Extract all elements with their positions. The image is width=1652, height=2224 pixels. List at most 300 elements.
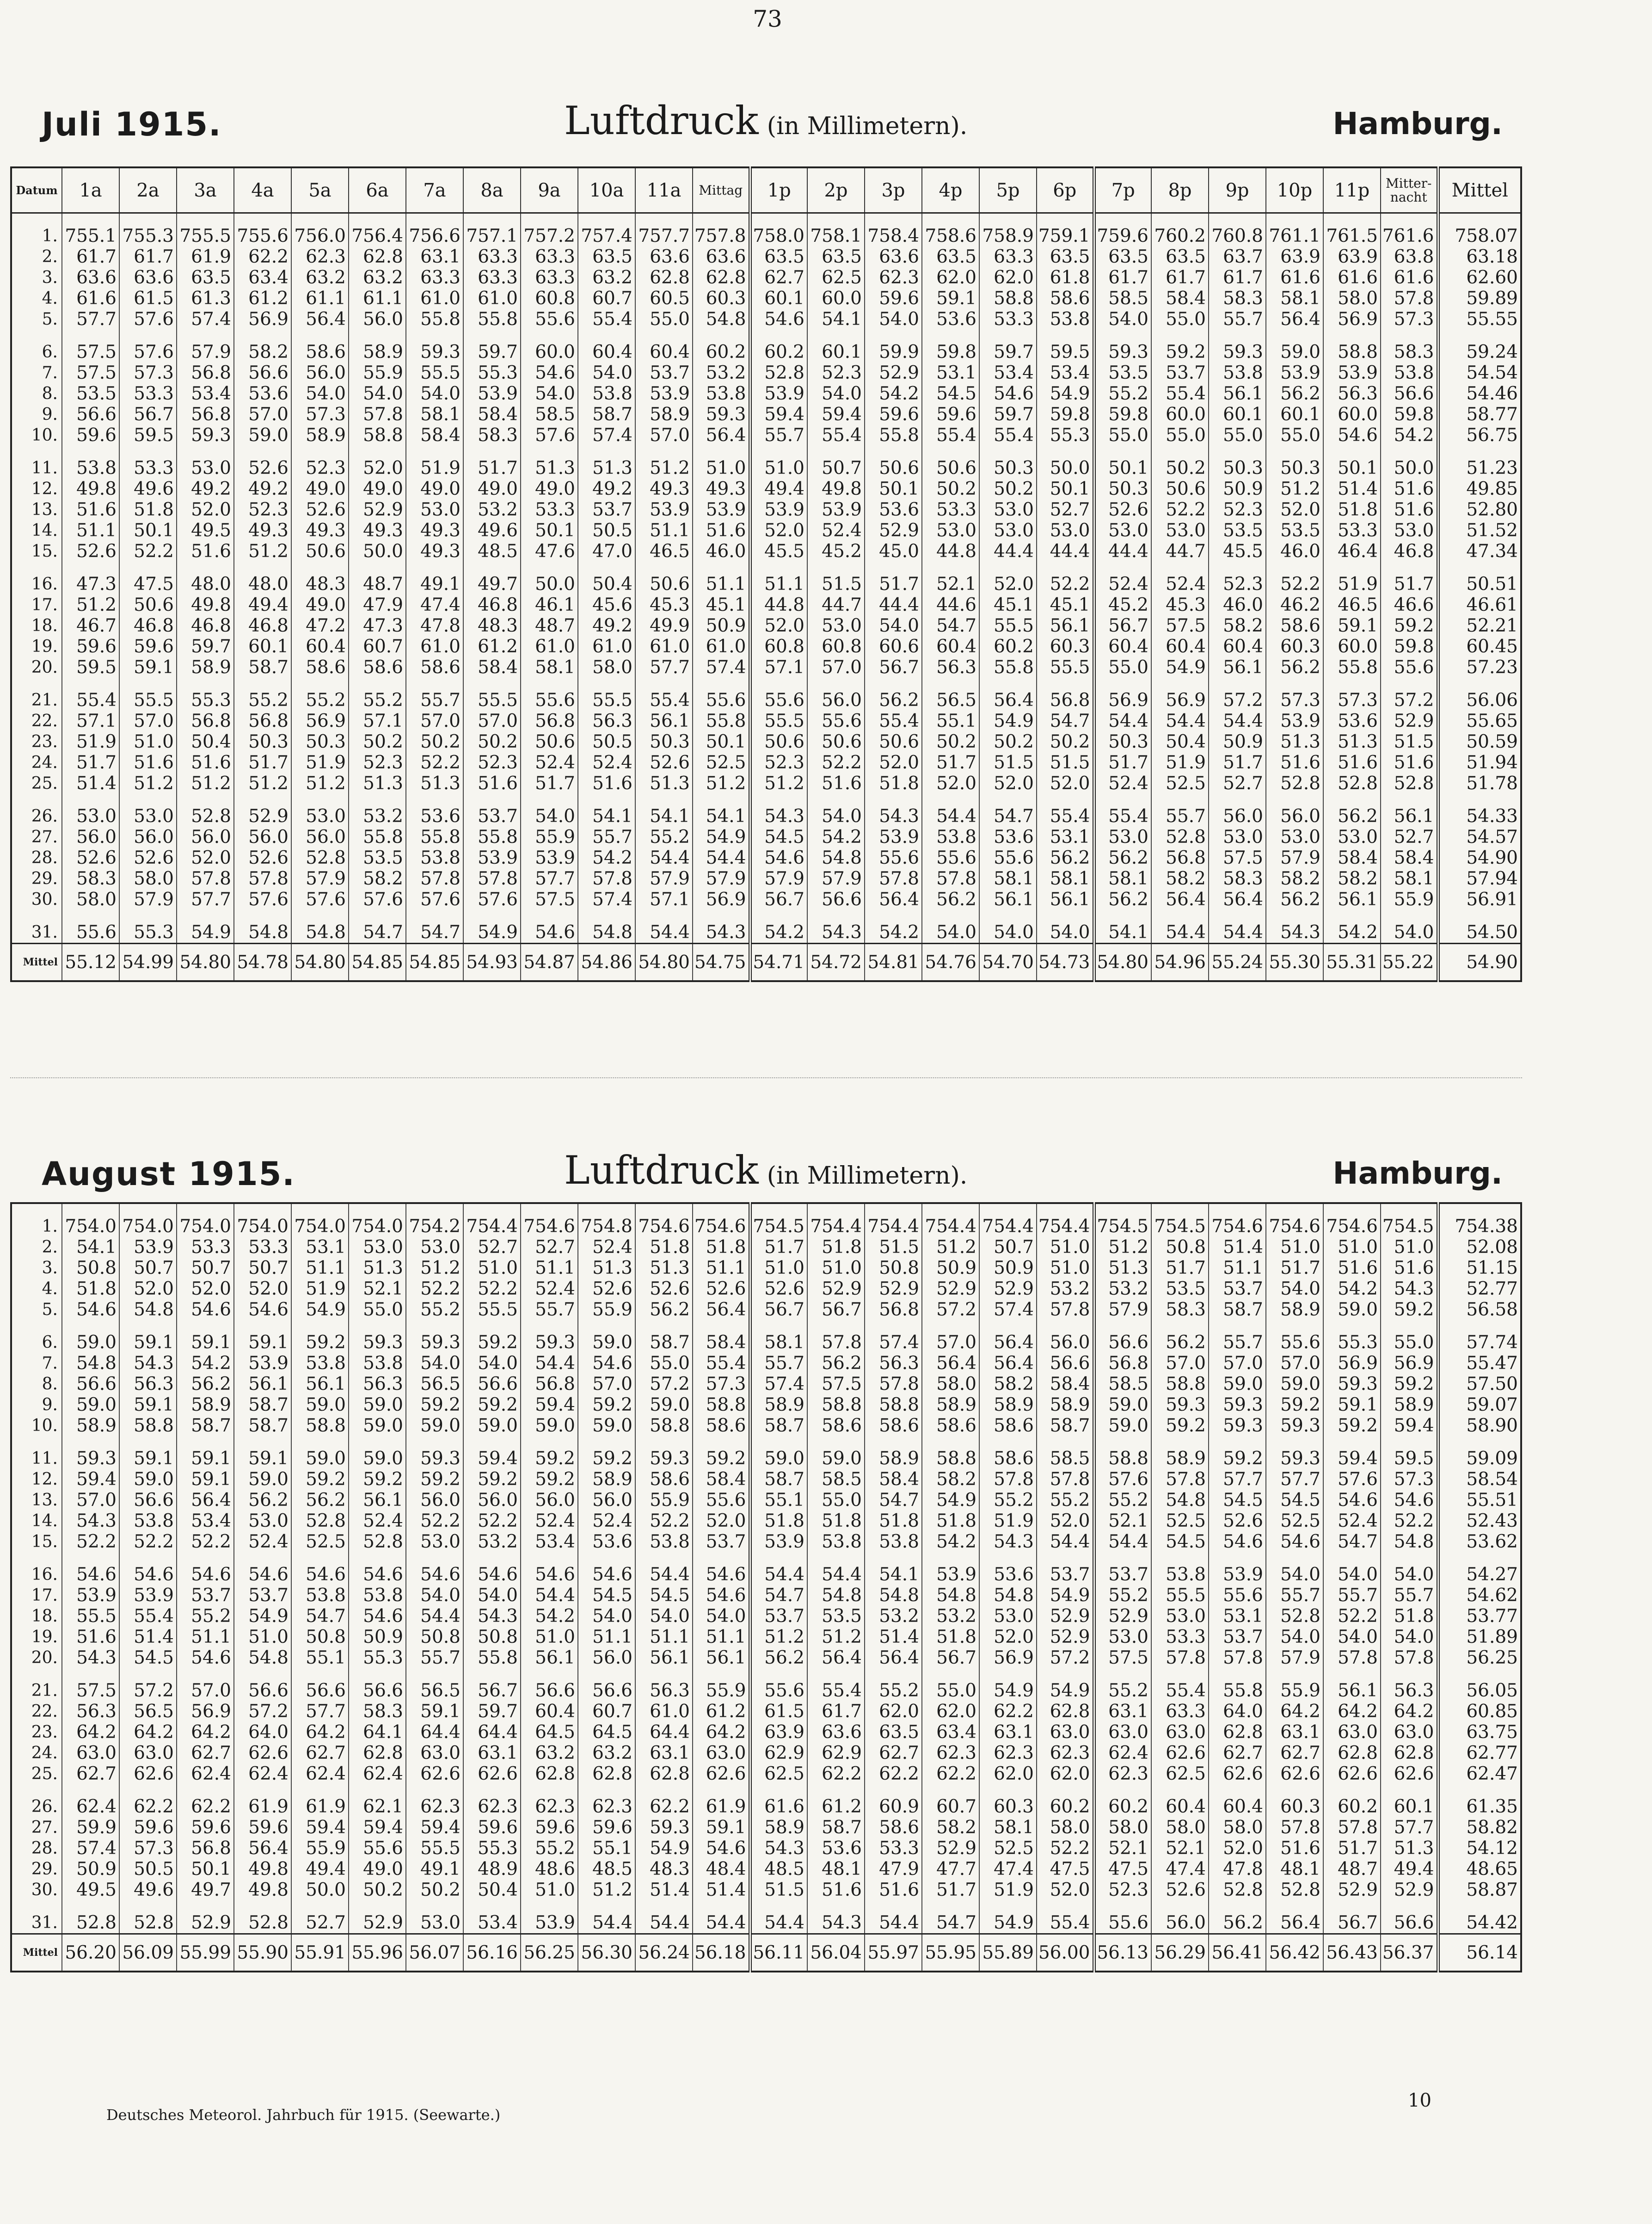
value-cell: 52.6 <box>578 1278 635 1299</box>
value-cell: 52.6 <box>62 848 119 868</box>
value-cell: 50.9 <box>693 615 750 636</box>
value-cell: 58.5 <box>1037 1436 1094 1469</box>
value-cell: 54.2 <box>807 827 865 848</box>
value-cell: 58.6 <box>406 657 463 678</box>
value-cell: 63.1 <box>635 1743 693 1763</box>
value-cell: 52.5 <box>1151 773 1209 794</box>
value-cell: 59.0 <box>1266 1374 1323 1395</box>
table-row <box>11 541 1521 562</box>
value-cell: 62.77 <box>1438 1743 1521 1763</box>
value-cell: 54.7 <box>1037 711 1094 731</box>
value-cell: 54.5 <box>750 827 807 848</box>
value-cell: 60.7 <box>578 288 635 309</box>
value-cell: 46.8 <box>119 615 177 636</box>
value-cell: 51.0 <box>521 1627 578 1647</box>
value-cell: 50.8 <box>291 1627 349 1647</box>
value-cell: 52.0 <box>922 773 979 794</box>
column-header: Mitter-nacht <box>1381 167 1438 213</box>
value-cell: 60.4 <box>521 1701 578 1722</box>
value-cell: 59.0 <box>1209 1374 1266 1395</box>
value-cell: 50.1 <box>177 1859 234 1880</box>
table-row <box>11 1531 1521 1552</box>
value-cell: 754.4 <box>1037 1203 1094 1237</box>
value-cell: 57.0 <box>406 711 463 731</box>
value-cell: 56.3 <box>922 657 979 678</box>
mean-cell: 56.00 <box>1037 1934 1094 1972</box>
value-cell: 62.2 <box>635 1784 693 1817</box>
date-cell: 23. <box>11 1722 62 1743</box>
value-cell: 58.2 <box>922 1817 979 1838</box>
value-cell: 55.0 <box>922 1668 979 1701</box>
value-cell: 55.0 <box>1266 425 1323 446</box>
value-cell: 54.6 <box>521 910 578 944</box>
value-cell: 59.0 <box>291 1395 349 1415</box>
value-cell: 48.3 <box>291 562 349 595</box>
value-cell: 51.1 <box>578 1627 635 1647</box>
value-cell: 755.1 <box>62 213 119 247</box>
value-cell: 62.60 <box>1438 267 1521 288</box>
mean-cell: 55.91 <box>291 1934 349 1972</box>
value-cell: 51.9 <box>62 731 119 752</box>
value-cell: 56.0 <box>234 827 291 848</box>
value-cell: 52.8 <box>1151 827 1209 848</box>
value-cell: 54.2 <box>865 910 922 944</box>
table-row <box>11 246 1521 267</box>
value-cell: 53.9 <box>807 499 865 520</box>
value-cell: 55.7 <box>406 1647 463 1668</box>
value-cell: 59.0 <box>521 1415 578 1436</box>
column-header: 6a <box>349 167 406 213</box>
value-cell: 755.3 <box>119 213 177 247</box>
value-cell: 54.4 <box>1037 1531 1094 1552</box>
value-cell: 60.0 <box>1151 404 1209 425</box>
value-cell: 51.1 <box>693 562 750 595</box>
value-cell: 54.8 <box>807 1585 865 1606</box>
value-cell: 53.8 <box>1209 362 1266 383</box>
value-cell: 54.0 <box>693 1606 750 1627</box>
value-cell: 56.8 <box>177 1838 234 1859</box>
value-cell: 59.0 <box>635 1395 693 1415</box>
value-cell: 53.2 <box>463 499 521 520</box>
value-cell: 54.9 <box>1037 383 1094 404</box>
value-cell: 59.1 <box>119 1436 177 1469</box>
value-cell: 56.4 <box>1209 889 1266 910</box>
value-cell: 44.7 <box>807 595 865 615</box>
value-cell: 55.0 <box>1151 309 1209 330</box>
value-cell: 54.7 <box>406 910 463 944</box>
value-cell: 55.3 <box>119 910 177 944</box>
date-cell: 13. <box>11 499 62 520</box>
value-cell: 54.7 <box>1323 1531 1381 1552</box>
value-cell: 57.3 <box>291 404 349 425</box>
value-cell: 51.9 <box>1323 562 1381 595</box>
value-cell: 54.6 <box>406 1552 463 1585</box>
value-cell: 48.5 <box>463 541 521 562</box>
value-cell: 53.0 <box>922 520 979 541</box>
value-cell: 58.7 <box>635 1320 693 1353</box>
value-cell: 52.8 <box>1266 773 1323 794</box>
value-cell: 59.6 <box>119 636 177 657</box>
value-cell: 64.2 <box>291 1722 349 1743</box>
value-cell: 54.6 <box>349 1552 406 1585</box>
value-cell: 63.0 <box>62 1743 119 1763</box>
value-cell: 52.6 <box>693 1278 750 1299</box>
value-cell: 59.0 <box>1094 1415 1151 1436</box>
page-number: 73 <box>753 6 782 32</box>
value-cell: 58.7 <box>807 1817 865 1838</box>
value-cell: 56.3 <box>635 1668 693 1701</box>
value-cell: 57.4 <box>177 309 234 330</box>
table-row <box>11 1203 1521 1237</box>
value-cell: 62.8 <box>578 1763 635 1784</box>
value-cell: 59.6 <box>119 1817 177 1838</box>
value-cell: 53.8 <box>291 1353 349 1374</box>
value-cell: 49.3 <box>406 520 463 541</box>
value-cell: 54.57 <box>1438 827 1521 848</box>
value-cell: 62.3 <box>922 1743 979 1763</box>
value-cell: 52.9 <box>865 520 922 541</box>
value-cell: 57.5 <box>807 1374 865 1395</box>
mean-row <box>11 944 1521 982</box>
value-cell: 52.8 <box>234 1900 291 1934</box>
value-cell: 53.9 <box>119 1585 177 1606</box>
value-cell: 53.6 <box>578 1531 635 1552</box>
value-cell: 758.4 <box>865 213 922 247</box>
value-cell: 51.0 <box>750 1258 807 1278</box>
value-cell: 53.7 <box>1209 1278 1266 1299</box>
table-row <box>11 1469 1521 1490</box>
mean-cell: 55.95 <box>922 1934 979 1972</box>
value-cell: 58.6 <box>349 657 406 678</box>
value-cell: 52.2 <box>406 1278 463 1299</box>
value-cell: 54.0 <box>1381 1552 1438 1585</box>
value-cell: 53.8 <box>578 383 635 404</box>
value-cell: 58.8 <box>1323 330 1381 362</box>
table-row <box>11 1743 1521 1763</box>
value-cell: 54.4 <box>1209 711 1266 731</box>
value-cell: 54.0 <box>1323 1552 1381 1585</box>
value-cell: 56.1 <box>635 1647 693 1668</box>
value-cell: 47.9 <box>865 1859 922 1880</box>
value-cell: 53.8 <box>62 446 119 479</box>
value-cell: 50.1 <box>119 520 177 541</box>
value-cell: 56.7 <box>119 404 177 425</box>
value-cell: 53.5 <box>1266 520 1323 541</box>
value-cell: 56.6 <box>234 1668 291 1701</box>
value-cell: 59.3 <box>1266 1415 1323 1436</box>
date-cell: 15. <box>11 1531 62 1552</box>
value-cell: 57.6 <box>521 425 578 446</box>
value-cell: 54.3 <box>693 910 750 944</box>
value-cell: 58.2 <box>234 330 291 362</box>
value-cell: 53.0 <box>1151 1606 1209 1627</box>
value-cell: 51.3 <box>349 773 406 794</box>
value-cell: 56.2 <box>1266 889 1323 910</box>
value-cell: 54.4 <box>406 1606 463 1627</box>
value-cell: 54.5 <box>635 1585 693 1606</box>
value-cell: 54.4 <box>750 1552 807 1585</box>
value-cell: 46.4 <box>1323 541 1381 562</box>
value-cell: 54.3 <box>750 1838 807 1859</box>
value-cell: 51.1 <box>62 520 119 541</box>
value-cell: 60.1 <box>1209 404 1266 425</box>
value-cell: 54.54 <box>1438 362 1521 383</box>
value-cell: 51.7 <box>1151 1258 1209 1278</box>
value-cell: 56.1 <box>1037 889 1094 910</box>
value-cell: 757.2 <box>521 213 578 247</box>
value-cell: 760.8 <box>1209 213 1266 247</box>
value-cell: 757.1 <box>463 213 521 247</box>
table-row <box>11 1395 1521 1415</box>
value-cell: 55.6 <box>922 848 979 868</box>
mean-cell: 54.81 <box>865 944 922 982</box>
value-cell: 49.2 <box>177 479 234 499</box>
value-cell: 54.6 <box>693 1585 750 1606</box>
value-cell: 57.9 <box>693 868 750 889</box>
value-cell: 64.4 <box>406 1722 463 1743</box>
value-cell: 60.3 <box>979 1784 1037 1817</box>
value-cell: 54.6 <box>1323 1490 1381 1511</box>
value-cell: 55.3 <box>177 678 234 711</box>
title-text: Luftdruck <box>564 1148 759 1193</box>
value-cell: 55.4 <box>693 1353 750 1374</box>
date-cell: 11. <box>11 446 62 479</box>
value-cell: 55.7 <box>406 678 463 711</box>
value-cell: 53.0 <box>1151 520 1209 541</box>
value-cell: 54.4 <box>807 1552 865 1585</box>
value-cell: 754.6 <box>1323 1203 1381 1237</box>
value-cell: 49.4 <box>234 595 291 615</box>
date-cell: 12. <box>11 479 62 499</box>
column-header: 10p <box>1266 167 1323 213</box>
table-row <box>11 1668 1521 1701</box>
value-cell: 52.6 <box>291 499 349 520</box>
value-cell: 52.3 <box>234 499 291 520</box>
value-cell: 56.4 <box>865 889 922 910</box>
value-cell: 61.2 <box>234 288 291 309</box>
value-cell: 53.9 <box>119 1237 177 1258</box>
value-cell: 47.34 <box>1438 541 1521 562</box>
value-cell: 53.8 <box>922 827 979 848</box>
value-cell: 51.7 <box>922 1880 979 1900</box>
value-cell: 52.4 <box>521 752 578 773</box>
value-cell: 62.6 <box>1266 1763 1323 1784</box>
value-cell: 56.6 <box>463 1374 521 1395</box>
value-cell: 57.6 <box>119 330 177 362</box>
value-cell: 54.42 <box>1438 1900 1521 1934</box>
value-cell: 62.3 <box>521 1784 578 1817</box>
value-cell: 61.0 <box>521 636 578 657</box>
value-cell: 61.0 <box>406 636 463 657</box>
value-cell: 62.7 <box>1209 1743 1266 1763</box>
value-cell: 49.8 <box>807 479 865 499</box>
value-cell: 51.7 <box>1209 752 1266 773</box>
value-cell: 51.6 <box>1266 1838 1323 1859</box>
value-cell: 56.0 <box>349 309 406 330</box>
value-cell: 53.0 <box>1094 827 1151 848</box>
value-cell: 56.2 <box>1323 794 1381 827</box>
value-cell: 49.6 <box>463 520 521 541</box>
value-cell: 59.3 <box>406 330 463 362</box>
value-cell: 54.1 <box>578 794 635 827</box>
value-cell: 60.7 <box>349 636 406 657</box>
value-cell: 56.9 <box>234 309 291 330</box>
value-cell: 55.8 <box>406 309 463 330</box>
value-cell: 55.2 <box>349 678 406 711</box>
value-cell: 61.5 <box>750 1701 807 1722</box>
value-cell: 58.8 <box>1151 1374 1209 1395</box>
value-cell: 51.8 <box>1381 1606 1438 1627</box>
value-cell: 52.0 <box>177 1278 234 1299</box>
mean-cell: 56.43 <box>1323 1934 1381 1972</box>
value-cell: 47.8 <box>406 615 463 636</box>
value-cell: 758.0 <box>750 213 807 247</box>
value-cell: 51.4 <box>1209 1237 1266 1258</box>
value-cell: 51.8 <box>119 499 177 520</box>
value-cell: 52.1 <box>922 562 979 595</box>
value-cell: 53.9 <box>62 1585 119 1606</box>
mean-cell: 56.29 <box>1151 1934 1209 1972</box>
value-cell: 51.6 <box>1381 1258 1438 1278</box>
value-cell: 59.5 <box>119 425 177 446</box>
value-cell: 54.4 <box>1151 910 1209 944</box>
value-cell: 54.8 <box>234 910 291 944</box>
value-cell: 52.2 <box>177 1531 234 1552</box>
value-cell: 52.9 <box>349 1900 406 1934</box>
value-cell: 60.1 <box>807 330 865 362</box>
value-cell: 55.8 <box>1323 657 1381 678</box>
table-row <box>11 711 1521 731</box>
value-cell: 54.1 <box>693 794 750 827</box>
value-cell: 51.8 <box>635 1237 693 1258</box>
value-cell: 53.6 <box>979 1552 1037 1585</box>
value-cell: 54.6 <box>693 1552 750 1585</box>
value-cell: 54.6 <box>1266 1531 1323 1552</box>
value-cell: 46.8 <box>1381 541 1438 562</box>
value-cell: 59.09 <box>1438 1436 1521 1469</box>
value-cell: 54.3 <box>1266 910 1323 944</box>
mean-cell: 55.96 <box>349 1934 406 1972</box>
value-cell: 59.1 <box>922 288 979 309</box>
value-cell: 44.8 <box>750 595 807 615</box>
value-cell: 57.9 <box>1094 1299 1151 1320</box>
column-header: 1p <box>750 167 807 213</box>
value-cell: 61.6 <box>62 288 119 309</box>
value-cell: 53.8 <box>1381 362 1438 383</box>
value-cell: 56.6 <box>1094 1320 1151 1353</box>
value-cell: 57.3 <box>119 362 177 383</box>
value-cell: 50.5 <box>119 1859 177 1880</box>
value-cell: 60.4 <box>922 636 979 657</box>
value-cell: 60.8 <box>521 288 578 309</box>
value-cell: 53.3 <box>865 1838 922 1859</box>
value-cell: 57.8 <box>234 868 291 889</box>
value-cell: 51.6 <box>62 499 119 520</box>
table-title <box>564 98 967 143</box>
value-cell: 51.4 <box>865 1627 922 1647</box>
value-cell: 44.4 <box>1094 541 1151 562</box>
value-cell: 56.58 <box>1438 1299 1521 1320</box>
table-row <box>11 827 1521 848</box>
value-cell: 54.0 <box>807 383 865 404</box>
value-cell: 52.6 <box>635 752 693 773</box>
value-cell: 48.7 <box>1323 1859 1381 1880</box>
column-header: 1a <box>62 167 119 213</box>
value-cell: 51.3 <box>1266 731 1323 752</box>
value-cell: 50.3 <box>1266 446 1323 479</box>
value-cell: 56.1 <box>979 889 1037 910</box>
value-cell: 61.7 <box>62 246 119 267</box>
value-cell: 57.4 <box>62 1838 119 1859</box>
value-cell: 54.0 <box>1381 910 1438 944</box>
value-cell: 51.5 <box>750 1880 807 1900</box>
value-cell: 52.6 <box>62 541 119 562</box>
value-cell: 58.3 <box>1209 288 1266 309</box>
value-cell: 50.8 <box>1151 1237 1209 1258</box>
value-cell: 50.1 <box>1037 479 1094 499</box>
value-cell: 55.2 <box>979 1490 1037 1511</box>
value-cell: 53.6 <box>807 1838 865 1859</box>
value-cell: 61.0 <box>693 636 750 657</box>
value-cell: 56.2 <box>177 1374 234 1395</box>
table-row <box>11 1900 1521 1934</box>
value-cell: 54.9 <box>635 1838 693 1859</box>
value-cell: 47.3 <box>349 615 406 636</box>
value-cell: 53.8 <box>635 1531 693 1552</box>
value-cell: 57.8 <box>1209 1647 1266 1668</box>
value-cell: 61.9 <box>291 1784 349 1817</box>
value-cell: 59.7 <box>979 330 1037 362</box>
value-cell: 55.6 <box>1381 657 1438 678</box>
value-cell: 53.0 <box>1209 827 1266 848</box>
table-row <box>11 794 1521 827</box>
value-cell: 54.6 <box>521 362 578 383</box>
value-cell: 50.2 <box>349 731 406 752</box>
value-cell: 46.2 <box>1266 595 1323 615</box>
value-cell: 56.0 <box>807 678 865 711</box>
value-cell: 55.7 <box>1266 1585 1323 1606</box>
value-cell: 58.8 <box>291 1415 349 1436</box>
value-cell: 52.2 <box>1323 1606 1381 1627</box>
value-cell: 45.1 <box>693 595 750 615</box>
value-cell: 48.1 <box>807 1859 865 1880</box>
value-cell: 56.1 <box>635 711 693 731</box>
value-cell: 56.6 <box>119 1490 177 1511</box>
value-cell: 55.5 <box>463 1299 521 1320</box>
value-cell: 55.6 <box>521 309 578 330</box>
value-cell: 54.46 <box>1438 383 1521 404</box>
value-cell: 55.5 <box>406 362 463 383</box>
value-cell: 56.0 <box>291 362 349 383</box>
column-header: 8a <box>463 167 521 213</box>
value-cell: 56.6 <box>291 1668 349 1701</box>
value-cell: 57.8 <box>1381 288 1438 309</box>
value-cell: 58.87 <box>1438 1880 1521 1900</box>
value-cell: 60.85 <box>1438 1701 1521 1722</box>
value-cell: 57.5 <box>1209 848 1266 868</box>
value-cell: 63.1 <box>1266 1722 1323 1743</box>
value-cell: 55.7 <box>521 1299 578 1320</box>
value-cell: 50.2 <box>922 731 979 752</box>
date-cell: 17. <box>11 595 62 615</box>
value-cell: 50.2 <box>979 479 1037 499</box>
value-cell: 54.27 <box>1438 1552 1521 1585</box>
value-cell: 59.6 <box>865 404 922 425</box>
value-cell: 59.6 <box>62 425 119 446</box>
value-cell: 55.4 <box>807 1668 865 1701</box>
value-cell: 50.8 <box>865 1258 922 1278</box>
mean-cell: 55.97 <box>865 1934 922 1972</box>
